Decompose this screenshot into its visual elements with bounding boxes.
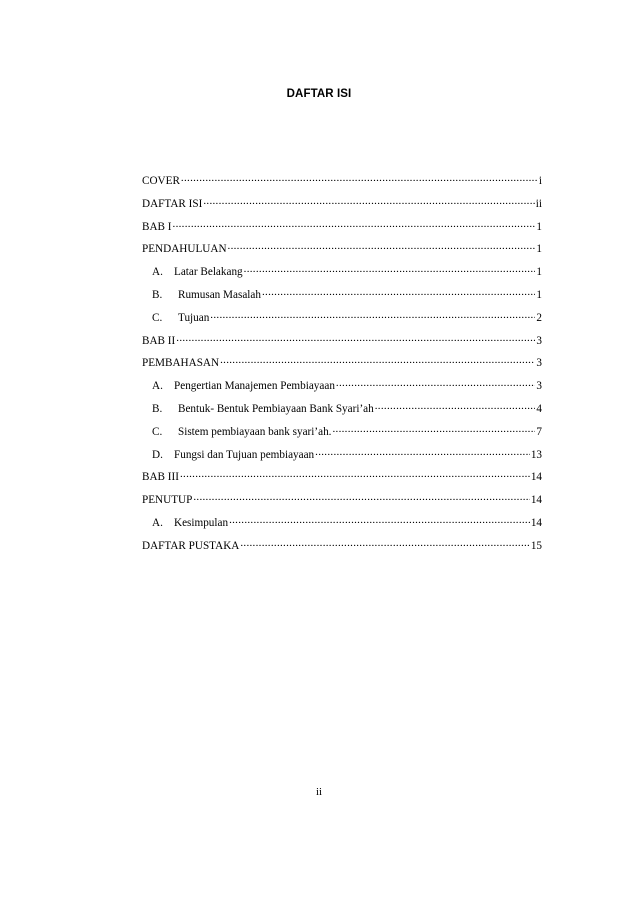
toc-entry-rumusan-masalah	[142, 286, 542, 309]
toc-entry-daftar-pustaka	[142, 537, 542, 560]
toc-leader-dots	[176, 332, 535, 344]
toc-entry-page: i	[538, 175, 542, 187]
toc-entry-letter: D.	[152, 448, 163, 461]
toc-entry-text: PENDAHULUAN	[142, 243, 227, 256]
toc-entry-page: 1	[536, 243, 542, 256]
toc-leader-dots	[315, 446, 530, 458]
toc-leader-dots	[193, 491, 529, 503]
toc-leader-dots	[203, 195, 534, 207]
toc-entry-text: BAB I	[142, 220, 172, 233]
toc-entry-text: DAFTAR PUSTAKA	[142, 539, 240, 552]
toc-entry-penutup	[142, 491, 542, 514]
toc-leader-dots	[375, 400, 536, 412]
toc-entry-pendahuluan	[142, 240, 542, 263]
toc-entry-page: 3	[536, 357, 542, 370]
toc-entry-text: Tujuan	[178, 311, 210, 324]
toc-entry-text: COVER	[142, 175, 180, 187]
toc-entry-letter: B.	[152, 288, 163, 301]
toc-entry-page: 1	[536, 266, 542, 279]
toc-leader-dots	[332, 423, 535, 435]
toc-entry-letter: A.	[152, 516, 163, 529]
toc-entry-page: 2	[536, 311, 542, 324]
toc-entry-text: BAB III	[142, 471, 179, 484]
toc-entry-text: Bentuk- Bentuk Pembiayaan Bank Syari’ah	[178, 402, 374, 415]
toc-entry-text: Latar Belakang	[174, 266, 243, 279]
toc-entry-bab-i	[142, 218, 542, 241]
toc-entry-page: 7	[536, 425, 542, 438]
table-of-contents	[142, 172, 542, 560]
toc-entry-text: BAB II	[142, 334, 176, 347]
toc-leader-dots	[229, 514, 530, 526]
toc-entry-page: 3	[536, 334, 542, 347]
toc-entry-letter: B.	[152, 402, 163, 415]
toc-leader-dots	[181, 172, 538, 184]
toc-entry-letter: C.	[152, 311, 163, 324]
toc-entry-kesimpulan	[142, 514, 542, 537]
toc-entry-text: PENUTUP	[142, 494, 193, 507]
toc-entry-latar-belakang	[142, 263, 542, 286]
toc-entry-page: 3	[536, 380, 542, 393]
toc-entry-bab-iii	[142, 468, 542, 491]
toc-entry-page: 14	[530, 494, 542, 507]
toc-entry-text: Sistem pembiayaan bank syari’ah.	[178, 425, 332, 438]
toc-entry-letter: C.	[152, 425, 163, 438]
toc-entry-page: 14	[530, 471, 542, 484]
toc-entry-text: Kesimpulan	[174, 516, 229, 529]
toc-leader-dots	[336, 377, 535, 389]
toc-entry-daftar-isi	[142, 195, 542, 218]
toc-leader-dots	[244, 263, 536, 275]
toc-entry-bab-ii	[142, 332, 542, 355]
toc-entry-bentuk-pembiayaan	[142, 400, 542, 423]
toc-entry-text: Pengertian Manajemen Pembiayaan	[174, 380, 335, 393]
toc-entry-text: Fungsi dan Tujuan pembiayaan	[174, 448, 315, 461]
page-title: DAFTAR ISI	[286, 88, 352, 100]
toc-entry-tujuan	[142, 309, 542, 332]
toc-leader-dots	[210, 309, 535, 321]
toc-entry-letter: A.	[152, 380, 163, 393]
page-number: ii	[315, 786, 323, 798]
toc-leader-dots	[228, 240, 536, 252]
toc-entry-page: 1	[536, 288, 542, 301]
toc-entry-fungsi-tujuan	[142, 446, 542, 469]
toc-leader-dots	[240, 537, 529, 549]
toc-entry-letter: A.	[152, 266, 163, 279]
toc-entry-text: PEMBAHASAN	[142, 357, 220, 370]
toc-leader-dots	[262, 286, 535, 298]
toc-leader-dots	[173, 218, 536, 230]
toc-entry-page: 13	[530, 448, 542, 461]
toc-entry-page: 14	[530, 516, 542, 529]
toc-leader-dots	[220, 354, 535, 366]
toc-entry-cover	[142, 172, 542, 195]
toc-entry-page: 15	[530, 539, 542, 552]
toc-entry-page: 4	[536, 402, 542, 415]
toc-entry-pengertian-manajemen	[142, 377, 542, 400]
toc-entry-page: ii	[535, 197, 542, 210]
toc-leader-dots	[180, 468, 530, 480]
toc-entry-text: DAFTAR ISI	[142, 197, 203, 210]
toc-entry-page: 1	[536, 220, 542, 233]
toc-entry-pembahasan	[142, 354, 542, 377]
toc-entry-text: Rumusan Masalah	[178, 288, 261, 301]
toc-entry-sistem-pembiayaan	[142, 423, 542, 446]
